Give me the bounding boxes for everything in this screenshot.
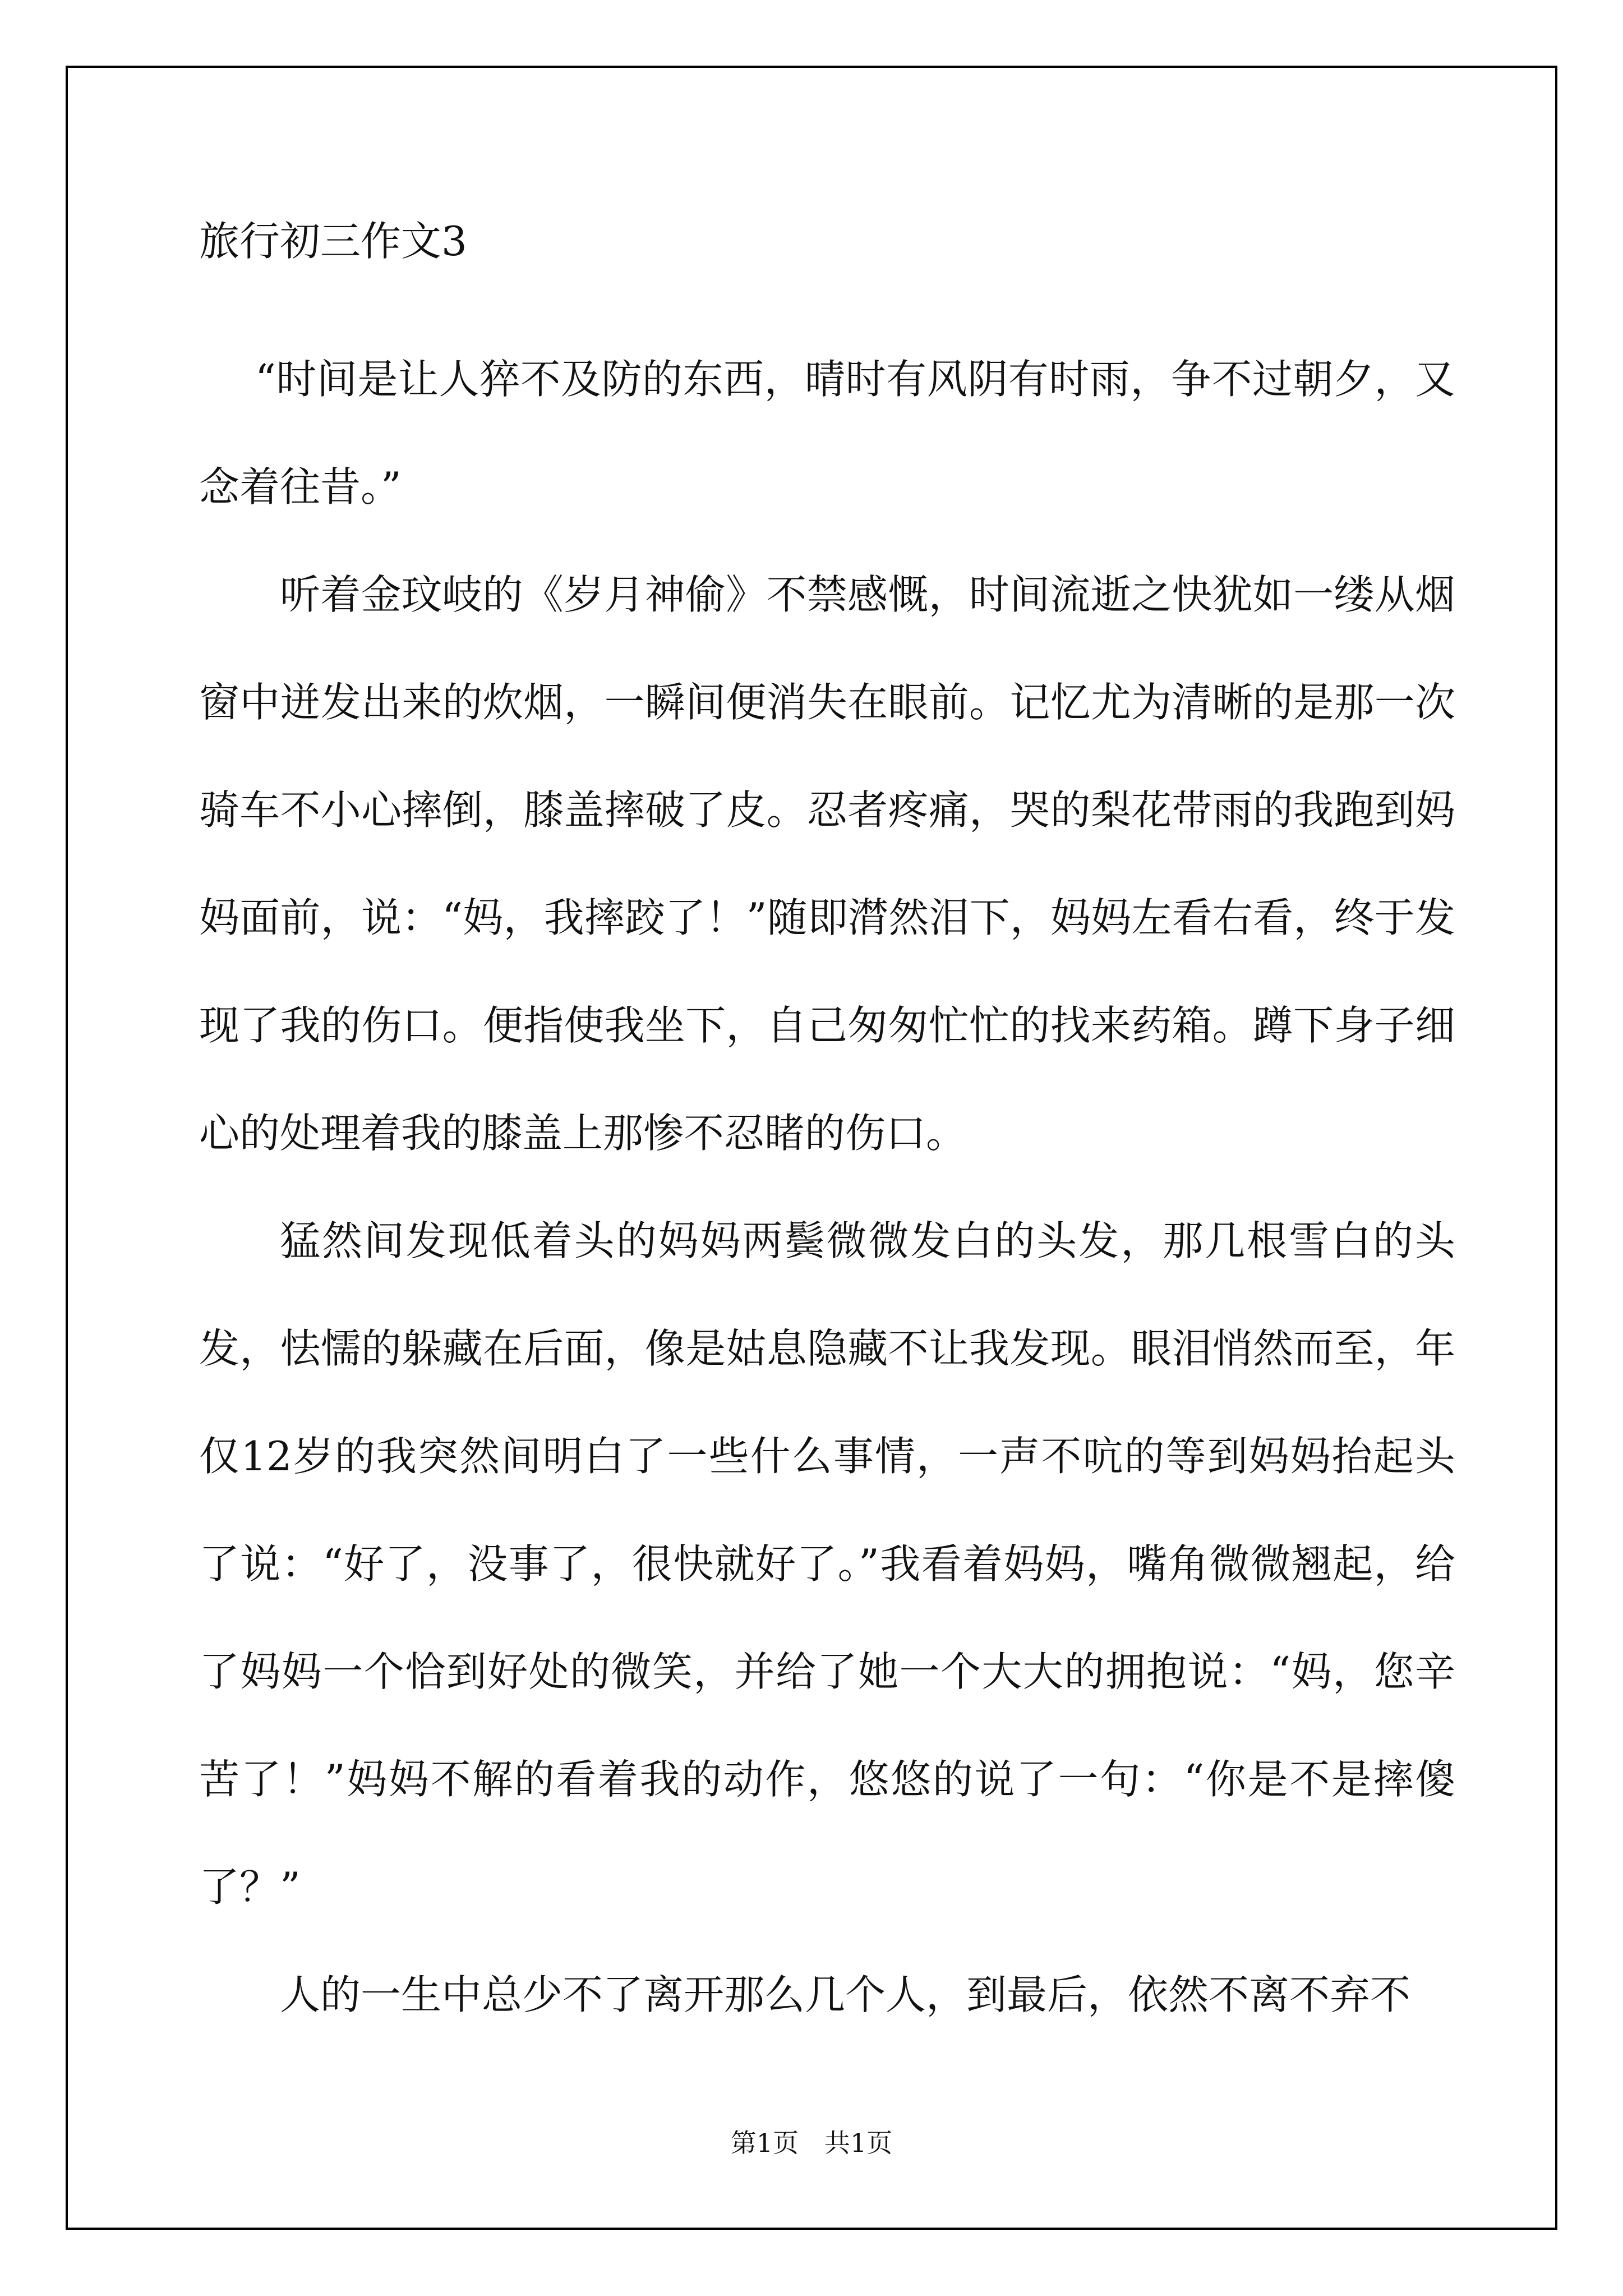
paragraph-realization: 猛然间发现低着头的妈妈两鬓微微发白的头发，那几根雪白的头发，怯懦的躲藏在后面，像是姑息隐藏不让我发现。眼泪悄然而至，年仅12岁的我突然间明白了一些什么事情，一声不吭的等到妈妈抬起头了说：“好了，没事了，很快就好了。”我看着妈妈，嘴角微微翘起，给了妈妈一个恰到好处的微笑，并给了她一个大大的拥抱说：“妈，您辛苦了！”妈妈不解的看着我的动作，悠悠的说了一句：“你是不是摔傻了？” bbox=[199, 1217, 1455, 1911]
paragraph-closing: 人的一生中总少不了离开那么几个人，到最后，依然不离不弃不 bbox=[280, 1971, 1411, 2018]
document-title: 旅行初三作文3 bbox=[199, 218, 467, 265]
paragraph-opening-quote: “时间是让人猝不及防的东西，晴时有风阴有时雨，争不过朝夕，又念着往昔。” bbox=[199, 356, 1455, 510]
paragraph-memory: 听着金玟岐的《岁月神偷》不禁感慨，时间流逝之快犹如一缕从烟窗中迸发出来的炊烟，一瞬间便消失在眼前。记忆尤为清晰的是那一次骑车不小心摔倒，膝盖摔破了皮。忍者疼痛，哭的梨花带雨的我跑到妈妈面前，说：“妈，我摔跤了！”随即潸然泪下，妈妈左看右看，终于发现了我的伤口。便指使我坐下，自己匆匆忙忙的找来药箱。蹲下身子细心的处理着我的膝盖上那惨不忍睹的伤口。 bbox=[199, 571, 1455, 1157]
document-body bbox=[199, 219, 1455, 2049]
page-number-footer: 第1页 共1页 bbox=[730, 2128, 893, 2158]
